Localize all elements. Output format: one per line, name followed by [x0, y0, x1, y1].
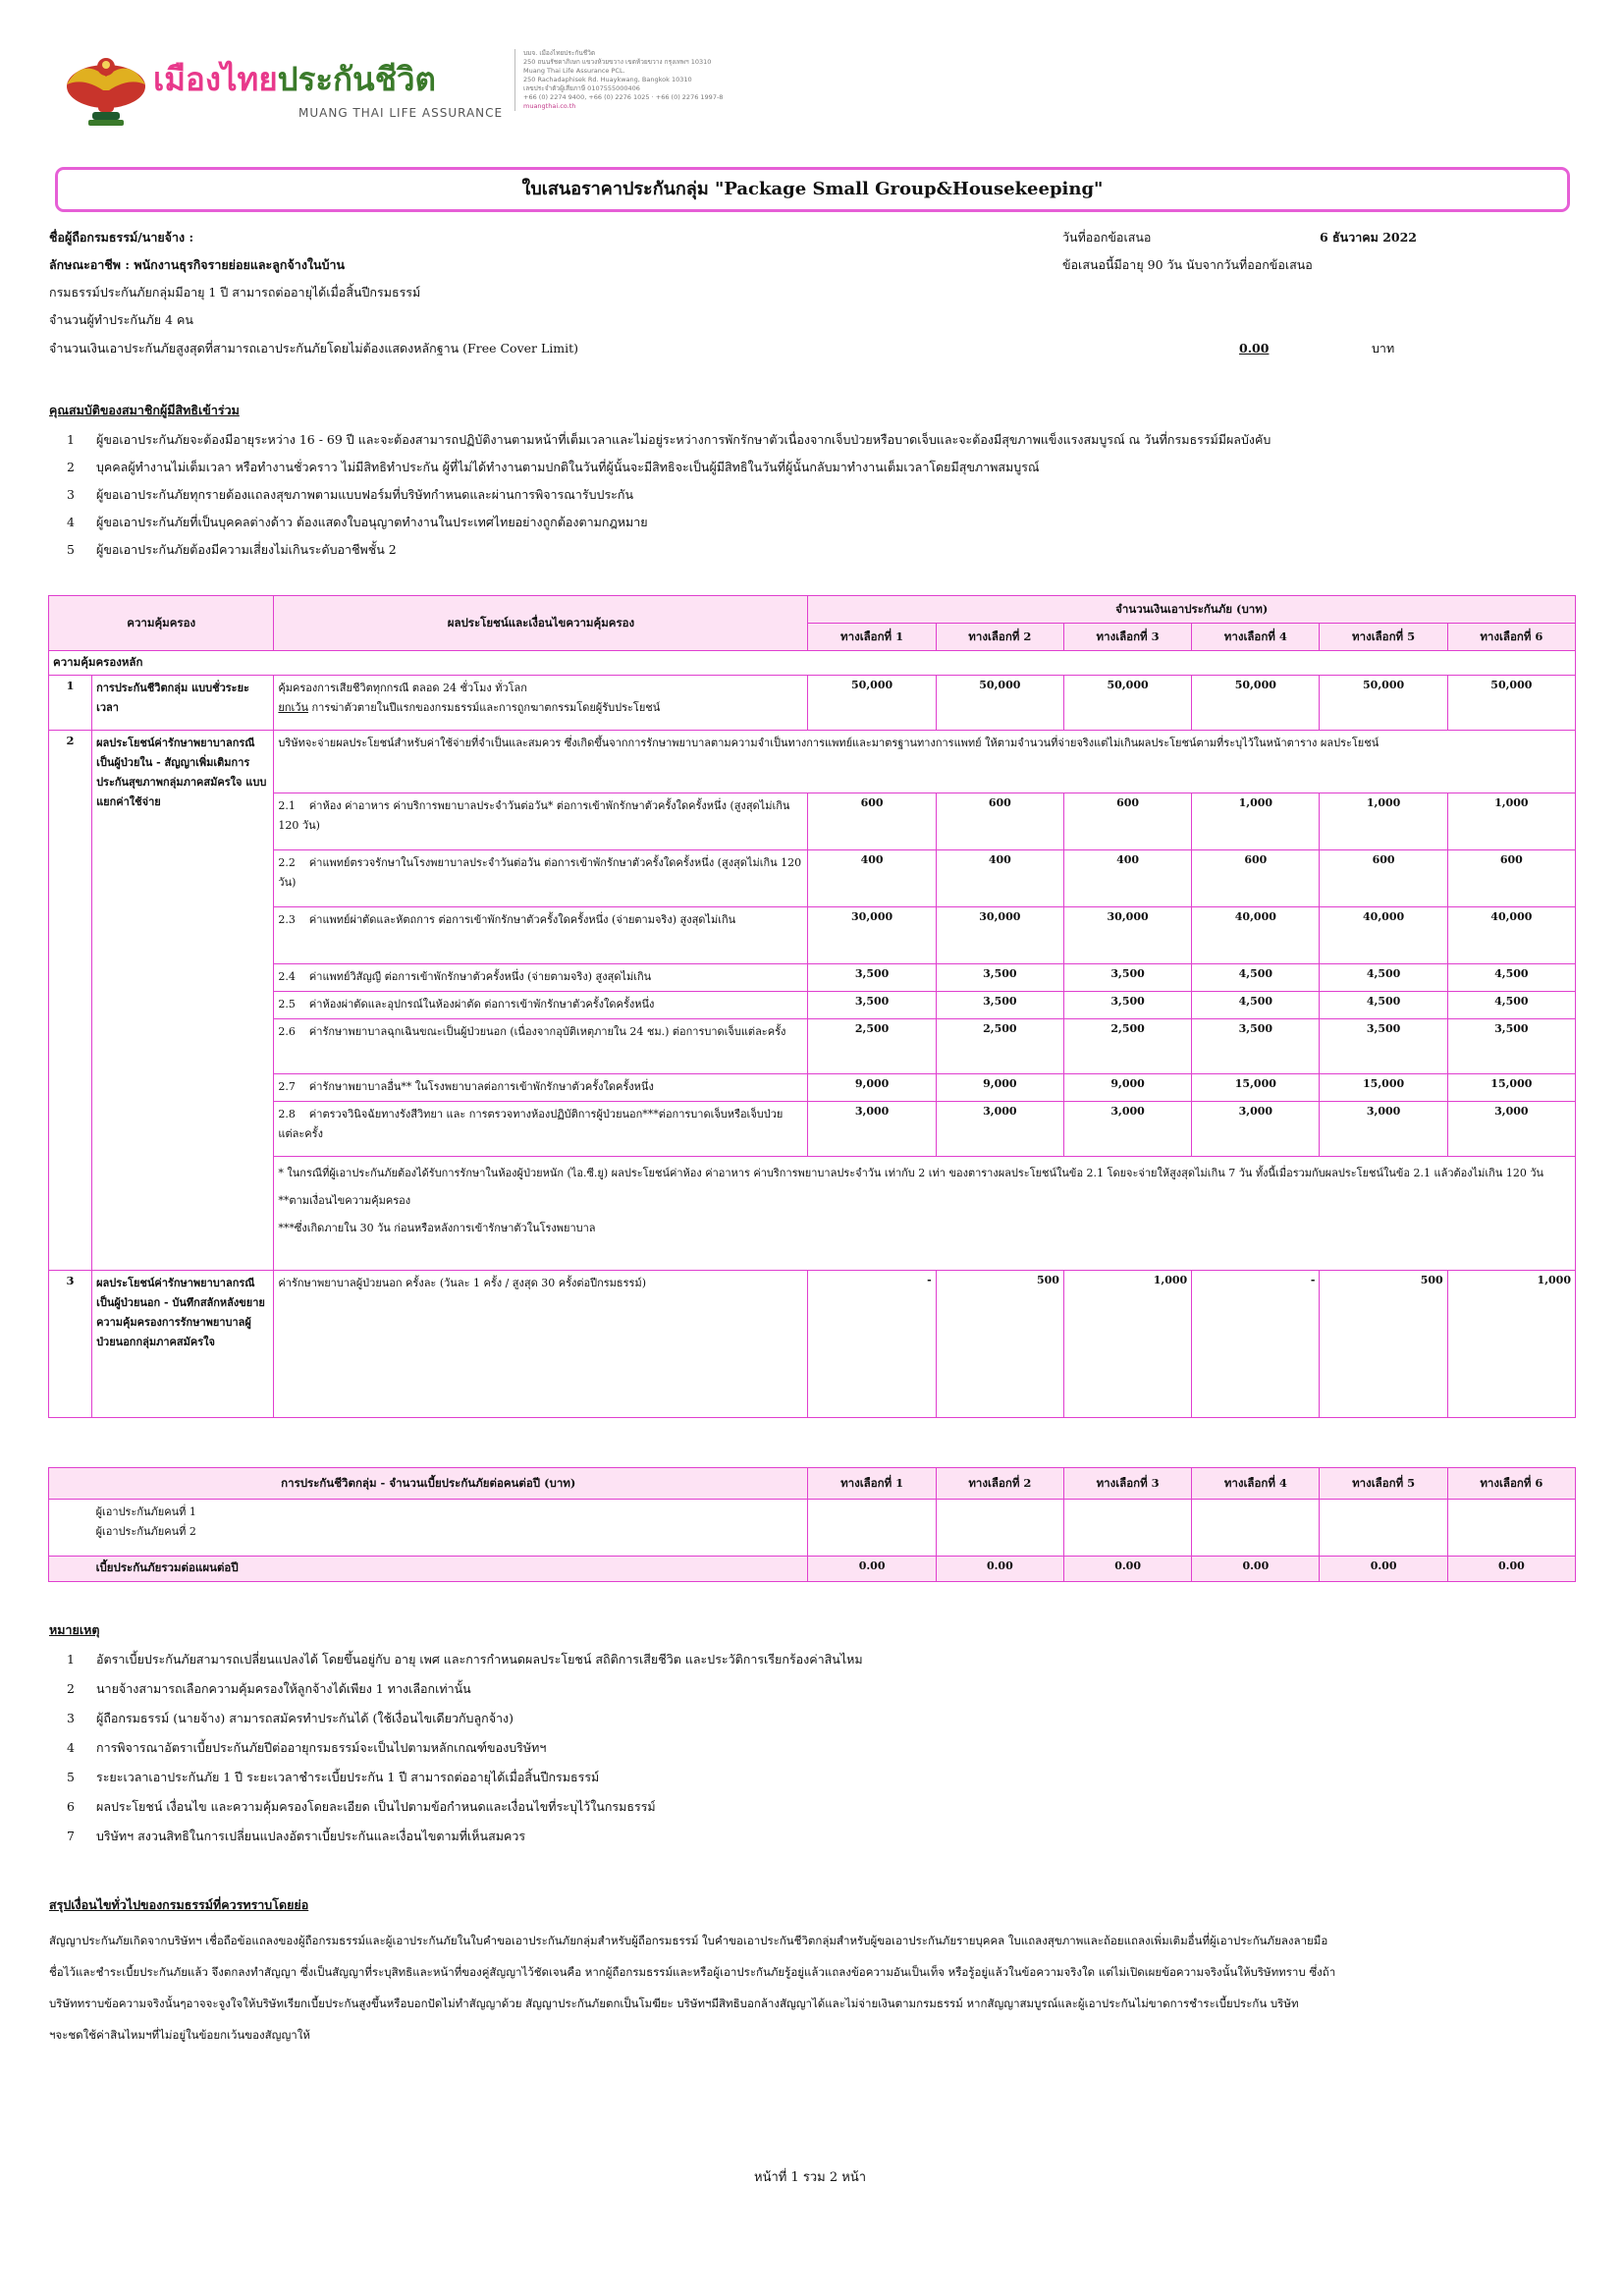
table-row [49, 793, 1576, 850]
sum-value: 50,000 [808, 676, 936, 731]
total-premium-value: 0.00 [1447, 1557, 1575, 1582]
option-header: ทางเลือกที่ 6 [1447, 1468, 1575, 1500]
sum-value: 30,000 [936, 907, 1063, 964]
table-row [49, 1500, 1576, 1557]
summary-body: สัญญาประกันภัยเกิดจากบริษัทฯ เชื่อถือข้อแถลงของผู้ถือกรมธรรม์และผู้เอาประกันภัยในใบคำขอเอาประกันภัยกลุ่มสำหรับผู้ถือกรมธรรม์ ใบคำขอเอาประกันชีวิตกลุ่มสำหรับผู้ขอเอาประกันภัยรายบุคคล ใบแถลงสุขภาพและถ้อยแถลงเพิ่มเติมอื่นที่ผู้เอาประกันภัยลงลายมือ ชื่อไว้และชำระเบี้ยประกันภัยแล้ว จึงตกลงทำสัญญา ซึ่งเป็นสัญญาที่ระบุสิทธิและหน้าที่ของคู่สัญญาไว้ชัดเจนคือ หากผู้ถือกรมธรรม์และหรือผู้เอาประกันภัยรู้อยู่แล้วแถลงข้อความอันเป็นเท็จ หรือรู้อยู่แล้วในข้อความจริงใด แต่ไม่เปิดเผยข้อความจริงนั้นให้บริษัททราบ ซึ่งถ้า บริษัททราบข้อความจริงนั้นๆอาจจะจูงใจให้บริษัทเรียกเบี้ยประกันสูงขึ้นหรือบอกปัดไม่ทำสัญญาด้วย สัญญาประกันภัยตกเป็นโมฆียะ บริษัทฯมีสิทธิบอกล้างสัญญาได้และไม่จ่ายเงินตามกรมธรรม์ หากสัญญาสมบูรณ์และผู้เอาประกันไม่ขาดการชำระเบี้ยประกัน บริษัท ฯจะชดใช้ค่าสินไหมฯที่ไม่อยู่ในข้อยกเว้นของสัญญาให้ [49, 1934, 1336, 2042]
remark-no: 5 [67, 1770, 75, 1784]
total-premium-label: เบี้ยประกันภัยรวมต่อแผนต่อปี [92, 1557, 808, 1582]
sum-value: 3,000 [1063, 1102, 1191, 1157]
sum-value: 600 [808, 793, 936, 850]
sum-value: 2,500 [808, 1019, 936, 1074]
sum-value: 2,500 [936, 1019, 1063, 1074]
remark-no: 6 [67, 1799, 75, 1814]
sum-value: 600 [1447, 850, 1575, 907]
sum-value: 400 [936, 850, 1063, 907]
sum-value: 400 [808, 850, 936, 907]
validity-note: ข้อเสนอนี้มีอายุ 90 วัน นับจากวันที่ออกข้อเสนอ [1062, 257, 1313, 272]
sum-value: 3,000 [1192, 1102, 1320, 1157]
sum-value: 40,000 [1320, 907, 1447, 964]
sum-value: 30,000 [1063, 907, 1191, 964]
remark-no: 2 [67, 1681, 75, 1696]
benefit-item: 2.6 ค่ารักษาพยาบาลฉุกเฉินขณะเป็นผู้ป่วยนอก (เนื่องจากอุบัติเหตุภายใน 24 ชม.) ต่อการบาดเจ็บแต่ละครั้ง [274, 1019, 808, 1074]
option-header: ทางเลือกที่ 1 [808, 1468, 936, 1500]
option-header: ทางเลือกที่ 3 [1063, 624, 1191, 651]
total-premium-value: 0.00 [1320, 1557, 1447, 1582]
sum-value: 3,000 [1320, 1102, 1447, 1157]
section-notes: * ในกรณีที่ผู้เอาประกันภัยต้องได้รับการรักษาในห้องผู้ป่วยหนัก (ไอ.ซี.ยู) ผลประโยชน์ค่าห้อง ค่าอาหาร ค่าบริการพยาบาลประจำวัน เท่ากับ 2 เท่า ของตารางผลประโยชน์ในข้อ 2.1 โดยจะจ่ายให้สูงสุดไม่เกิน 7 วัน ทั้งนี้เมื่อรวมกับผลประโยชน์ในข้อ 2.1 แล้วต้องไม่เกิน 120 วัน **ตามเงื่อนไขความคุ้มครอง ***ซึ่งเกิดภายใน 30 วัน ก่อนหรือหลังการเข้ารักษาตัวในโรงพยาบาล [274, 1157, 1576, 1271]
sum-value: 4,500 [1320, 992, 1447, 1019]
sum-value: 50,000 [1192, 676, 1320, 731]
sum-value: 3,500 [1192, 1019, 1320, 1074]
table-row [49, 676, 1576, 731]
col-sum-insured-header: จำนวนเงินเอาประกันภัย (บาท) [808, 596, 1576, 624]
table-row [49, 1271, 1576, 1418]
benefit-item: 2.3 ค่าแพทย์ผ่าตัดและหัตถการ ต่อการเข้าพักรักษาตัวครั้งใดครั้งหนึ่ง (จ่ายตามจริง) สูงสุดไม่เกิน [274, 907, 808, 964]
option-header: ทางเลือกที่ 3 [1063, 1468, 1191, 1500]
remark-text: บริษัทฯ สงวนสิทธิในการเปลี่ยนแปลงอัตราเบี้ยประกันและเงื่อนไขตามที่เห็นสมควร [96, 1829, 526, 1843]
col-benefit-header: ผลประโยชน์และเงื่อนไขความคุ้มครอง [274, 596, 808, 651]
option-header: ทางเลือกที่ 4 [1192, 624, 1320, 651]
section-benefit: ค่ารักษาพยาบาลผู้ป่วยนอก ครั้งละ (วันละ 1 ครั้ง / สูงสุด 30 ครั้งต่อปีกรมธรรม์) [274, 1271, 808, 1418]
qualification-no: 5 [67, 542, 75, 557]
option-header: ทางเลือกที่ 1 [808, 624, 936, 651]
section-intro: บริษัทจะจ่ายผลประโยชน์สำหรับค่าใช้จ่ายที่จำเป็นและสมควร ซึ่งเกิดขึ้นจากการรักษาพยาบาลตามความจำเป็นทางการแพทย์และมาตรฐานทางการแพทย์ ให้ตามจำนวนที่จ่ายจริงแต่ไม่เกินผลประโยชน์ตามที่ระบุไว้ในหน้าตาราง ผลประโยชน์ [274, 731, 1576, 793]
qualifications-heading: คุณสมบัติของสมาชิกผู้มีสิทธิเข้าร่วม [49, 403, 240, 417]
sum-value: 3,500 [808, 964, 936, 992]
sum-value: 50,000 [1320, 676, 1447, 731]
brand-name-thai: เมืองไทยประกันชีวิต [153, 60, 436, 98]
premium-table [48, 1467, 1576, 1582]
sum-value: 9,000 [936, 1074, 1063, 1102]
qualification-no: 4 [67, 515, 75, 529]
page-number: หน้าที่ 1 รวม 2 หน้า [754, 2170, 867, 2185]
table-row [49, 1557, 1576, 1582]
sum-value: 3,500 [1063, 964, 1191, 992]
sum-value: 3,500 [1063, 992, 1191, 1019]
section-no: 3 [49, 1271, 92, 1418]
section-name: การประกันชีวิตกลุ่ม แบบชั่วระยะเวลา [92, 676, 274, 731]
table-row [49, 992, 1576, 1019]
table-row [49, 1102, 1576, 1157]
garuda-emblem-icon [63, 47, 149, 132]
table-row [49, 907, 1576, 964]
option-header: ทางเลือกที่ 4 [1192, 1468, 1320, 1500]
section-name: ผลประโยชน์ค่ารักษาพยาบาลกรณีเป็นผู้ป่วยนอก - บันทึกสลักหลังขยายความคุ้มครองการรักษาพยาบาลผู้ป่วยนอกกลุ่มภาคสมัครใจ [92, 1271, 274, 1418]
total-premium-value: 0.00 [1063, 1557, 1191, 1582]
qualification-no: 1 [67, 432, 75, 447]
policyholder-label: ชื่อผู้ถือกรมธรรม์/นายจ้าง : [49, 230, 194, 245]
sum-value: 40,000 [1447, 907, 1575, 964]
premium-header: การประกันชีวิตกลุ่ม - จำนวนเบี้ยประกันภัยต่อคนต่อปี (บาท) [49, 1468, 808, 1500]
table-row [49, 850, 1576, 907]
company-address: บมจ. เมืองไทยประกันชีวิต 250 ถนนรัชดาภิเษก แขวงห้วยขวาง เขตห้วยขวาง กรุงเทพฯ 10310 Muang Thai Life Assurance PCL. 250 Rachadaphisek Rd. Huaykwang, Bangkok 10310 เลขประจำตัวผู้เสียภาษี 0107555000406 +66 (0) 2274 9400, +66 (0) 2276 1025 · +66 (0) 2276 1997-8 muangthai.co.th [514, 49, 770, 111]
sum-value: 50,000 [1063, 676, 1191, 731]
benefit-item: 2.5 ค่าห้องผ่าตัดและอุปกรณ์ในห้องผ่าตัด ต่อการเข้าพักรักษาตัวครั้งใดครั้งหนึ่ง [274, 992, 808, 1019]
sum-value: 4,500 [1447, 964, 1575, 992]
benefit-item: 2.8 ค่าตรวจวินิจฉัยทางรังสีวิทยา และ การตรวจทางห้องปฏิบัติการผู้ป่วยนอก***ต่อการบาดเจ็บหรือเจ็บป่วยแต่ละครั้ง [274, 1102, 808, 1157]
sum-value: 2,500 [1063, 1019, 1191, 1074]
table-row [49, 1157, 1576, 1271]
remark-text: ผลประโยชน์ เงื่อนไข และความคุ้มครองโดยละเอียด เป็นไปตามข้อกำหนดและเงื่อนไขที่ระบุไว้ในกรมธรรม์ [96, 1799, 656, 1814]
insured-count: จำนวนผู้ทำประกันภัย 4 คน [49, 312, 193, 327]
sum-value: 600 [1320, 850, 1447, 907]
sum-value: 9,000 [808, 1074, 936, 1102]
brand-name-english: MUANG THAI LIFE ASSURANCE [298, 106, 504, 120]
sum-value: 15,000 [1320, 1074, 1447, 1102]
sum-value: 3,500 [1447, 1019, 1575, 1074]
qualification-text: ผู้ขอเอาประกันภัยที่เป็นบุคคลต่างด้าว ต้องแสดงใบอนุญาตทำงานในประเทศไทยอย่างถูกต้องตามกฎหมาย [96, 515, 648, 529]
sum-value: 40,000 [1192, 907, 1320, 964]
sum-value: 600 [1192, 850, 1320, 907]
sum-value: 4,500 [1320, 964, 1447, 992]
company-logo [63, 47, 750, 136]
coverage-table [48, 595, 1576, 1418]
sum-value: 3,000 [1447, 1102, 1575, 1157]
remark-no: 4 [67, 1740, 75, 1755]
insured-rows: ผู้เอาประกันภัยคนที่ 1 ผู้เอาประกันภัยคนที่ 2 [92, 1500, 808, 1557]
sum-value: 600 [936, 793, 1063, 850]
free-cover-value: 0.00 [1239, 341, 1270, 355]
sum-value: 3,500 [1320, 1019, 1447, 1074]
sum-value: 4,500 [1192, 992, 1320, 1019]
sum-value: 9,000 [1063, 1074, 1191, 1102]
benefit-item: 2.2 ค่าแพทย์ตรวจรักษาในโรงพยาบาลประจำวันต่อวัน ต่อการเข้าพักรักษาตัวครั้งใดครั้งหนึ่ง (สูงสุดไม่เกิน 120 วัน) [274, 850, 808, 907]
section-benefit: คุ้มครองการเสียชีวิตทุกกรณี ตลอด 24 ชั่วโมง ทั่วโลก ยกเว้น การฆ่าตัวตายในปีแรกของกรมธรรม์และการถูกฆาตกรรมโดยผู้รับประโยชน์ [274, 676, 808, 731]
sum-value: 3,500 [936, 964, 1063, 992]
main-coverage-heading: ความคุ้มครองหลัก [49, 651, 1576, 676]
term-note: กรมธรรม์ประกันภัยกลุ่มมีอายุ 1 ปี สามารถต่ออายุได้เมื่อสิ้นปีกรมธรรม์ [49, 285, 421, 300]
sum-value: 500 [1320, 1271, 1447, 1418]
free-cover-label: จำนวนเงินเอาประกันภัยสูงสุดที่สามารถเอาประกันภัยโดยไม่ต้องแสดงหลักฐาน (Free Cover Limit) [49, 341, 579, 355]
option-header: ทางเลือกที่ 5 [1320, 624, 1447, 651]
sum-value: 30,000 [808, 907, 936, 964]
sum-value: 400 [1063, 850, 1191, 907]
total-premium-value: 0.00 [1192, 1557, 1320, 1582]
qualification-text: บุคคลผู้ทำงานไม่เต็มเวลา หรือทำงานชั่วคราว ไม่มีสิทธิทำประกัน ผู้ที่ไม่ได้ทำงานตามปกติในวันที่ผู้นั้นจะมีสิทธิจะเป็นผู้มีสิทธิในวันที่ผู้นั้นกลับมาทำงานเต็มเวลาโดยมีสุขภาพสมบูรณ์ [96, 460, 1040, 474]
sum-value: 1,000 [1192, 793, 1320, 850]
offer-date-label: วันที่ออกข้อเสนอ [1062, 230, 1152, 245]
offer-date-value: 6 ธันวาคม 2022 [1320, 230, 1418, 245]
benefit-item: 2.1 ค่าห้อง ค่าอาหาร ค่าบริการพยาบาลประจำวันต่อวัน* ต่อการเข้าพักรักษาตัวครั้งใดครั้งหนึ่ง (สูงสุดไม่เกิน 120 วัน) [274, 793, 808, 850]
sum-value: 3,500 [936, 992, 1063, 1019]
table-row [49, 731, 1576, 793]
sum-value: 4,500 [1192, 964, 1320, 992]
sum-value: 50,000 [936, 676, 1063, 731]
sum-value: 3,000 [936, 1102, 1063, 1157]
table-row [49, 1074, 1576, 1102]
total-premium-value: 0.00 [936, 1557, 1063, 1582]
sum-value: 3,000 [808, 1102, 936, 1157]
section-name: ผลประโยชน์ค่ารักษาพยาบาลกรณีเป็นผู้ป่วยใน - สัญญาเพิ่มเติมการประกันสุขภาพกลุ่มภาคสมัครใจ แบบแยกค่าใช้จ่าย [92, 731, 274, 1271]
qualification-no: 2 [67, 460, 75, 474]
benefit-item: 2.7 ค่ารักษาพยาบาลอื่น** ในโรงพยาบาลต่อการเข้าพักรักษาตัวครั้งใดครั้งหนึ่ง [274, 1074, 808, 1102]
sum-value: 500 [936, 1271, 1063, 1418]
section-no: 2 [49, 731, 92, 1271]
table-row [49, 964, 1576, 992]
sum-value: - [808, 1271, 936, 1418]
qualification-text: ผู้ขอเอาประกันภัยต้องมีความเสี่ยงไม่เกินระดับอาชีพชั้น 2 [96, 542, 397, 557]
col-coverage-header: ความคุ้มครอง [49, 596, 274, 651]
sum-value: 3,500 [808, 992, 936, 1019]
free-cover-unit: บาท [1372, 341, 1395, 355]
remark-no: 3 [67, 1711, 75, 1725]
option-header: ทางเลือกที่ 2 [936, 1468, 1063, 1500]
table-row [49, 1019, 1576, 1074]
business-type: ลักษณะอาชีพ : พนักงานธุรกิจรายย่อยและลูกจ้างในบ้าน [49, 257, 346, 272]
document-title: ใบเสนอราคาประกันกลุ่ม "Package Small Group&Housekeeping" [55, 167, 1570, 212]
remarks-heading: หมายเหตุ [49, 1622, 100, 1637]
option-header: ทางเลือกที่ 6 [1447, 624, 1575, 651]
qualification-no: 3 [67, 487, 75, 502]
sum-value: 1,000 [1063, 1271, 1191, 1418]
sum-value: 1,000 [1447, 793, 1575, 850]
remark-text: ผู้ถือกรมธรรม์ (นายจ้าง) สามารถสมัครทำประกันได้ (ใช้เงื่อนไขเดียวกับลูกจ้าง) [96, 1711, 514, 1725]
sum-value: 50,000 [1447, 676, 1575, 731]
sum-value: 1,000 [1320, 793, 1447, 850]
option-header: ทางเลือกที่ 5 [1320, 1468, 1447, 1500]
sum-value: 15,000 [1192, 1074, 1320, 1102]
remark-text: อัตราเบี้ยประกันภัยสามารถเปลี่ยนแปลงได้ โดยขึ้นอยู่กับ อายุ เพศ และการกำหนดผลประโยชน์ สถิติการเสียชีวิต และประวัติการเรียกร้องค่าสินไหม [96, 1652, 863, 1667]
sum-value: 600 [1063, 793, 1191, 850]
sum-value: 1,000 [1447, 1271, 1575, 1418]
remark-text: การพิจารณาอัตราเบี้ยประกันภัยปีต่ออายุกรมธรรม์จะเป็นไปตามหลักเกณฑ์ของบริษัทฯ [96, 1740, 547, 1755]
qualification-text: ผู้ขอเอาประกันภัยทุกรายต้องแถลงสุขภาพตามแบบฟอร์มที่บริษัทกำหนดและผ่านการพิจารณารับประกัน [96, 487, 633, 502]
sum-value: - [1192, 1271, 1320, 1418]
option-header: ทางเลือกที่ 2 [936, 624, 1063, 651]
remark-no: 1 [67, 1652, 75, 1667]
sum-value: 4,500 [1447, 992, 1575, 1019]
section-no: 1 [49, 676, 92, 731]
total-premium-value: 0.00 [808, 1557, 936, 1582]
benefit-item: 2.4 ค่าแพทย์วิสัญญี ต่อการเข้าพักรักษาตัวครั้งหนึ่ง (จ่ายตามจริง) สูงสุดไม่เกิน [274, 964, 808, 992]
remark-text: ระยะเวลาเอาประกันภัย 1 ปี ระยะเวลาชำระเบี้ยประกัน 1 ปี สามารถต่ออายุได้เมื่อสิ้นปีกรมธรรม์ [96, 1770, 600, 1784]
qualification-text: ผู้ขอเอาประกันภัยจะต้องมีอายุระหว่าง 16 - 69 ปี และจะต้องสามารถปฏิบัติงานตามหน้าที่เต็มเวลาและไม่อยู่ระหว่างการพักรักษาตัวเนื่องจากเจ็บป่วยหรือบาดเจ็บและจะต้องมีสุขภาพแข็งแรงสมบูรณ์ ณ วันที่กรมธรรม์มีผลบังคับ [96, 432, 1271, 447]
summary-heading: สรุปเงื่อนไขทั่วไปของกรมธรรม์ที่ควรทราบโดยย่อ [49, 1897, 309, 1912]
remark-text: นายจ้างสามารถเลือกความคุ้มครองให้ลูกจ้างได้เพียง 1 ทางเลือกเท่านั้น [96, 1681, 471, 1696]
sum-value: 15,000 [1447, 1074, 1575, 1102]
remark-no: 7 [67, 1829, 75, 1843]
